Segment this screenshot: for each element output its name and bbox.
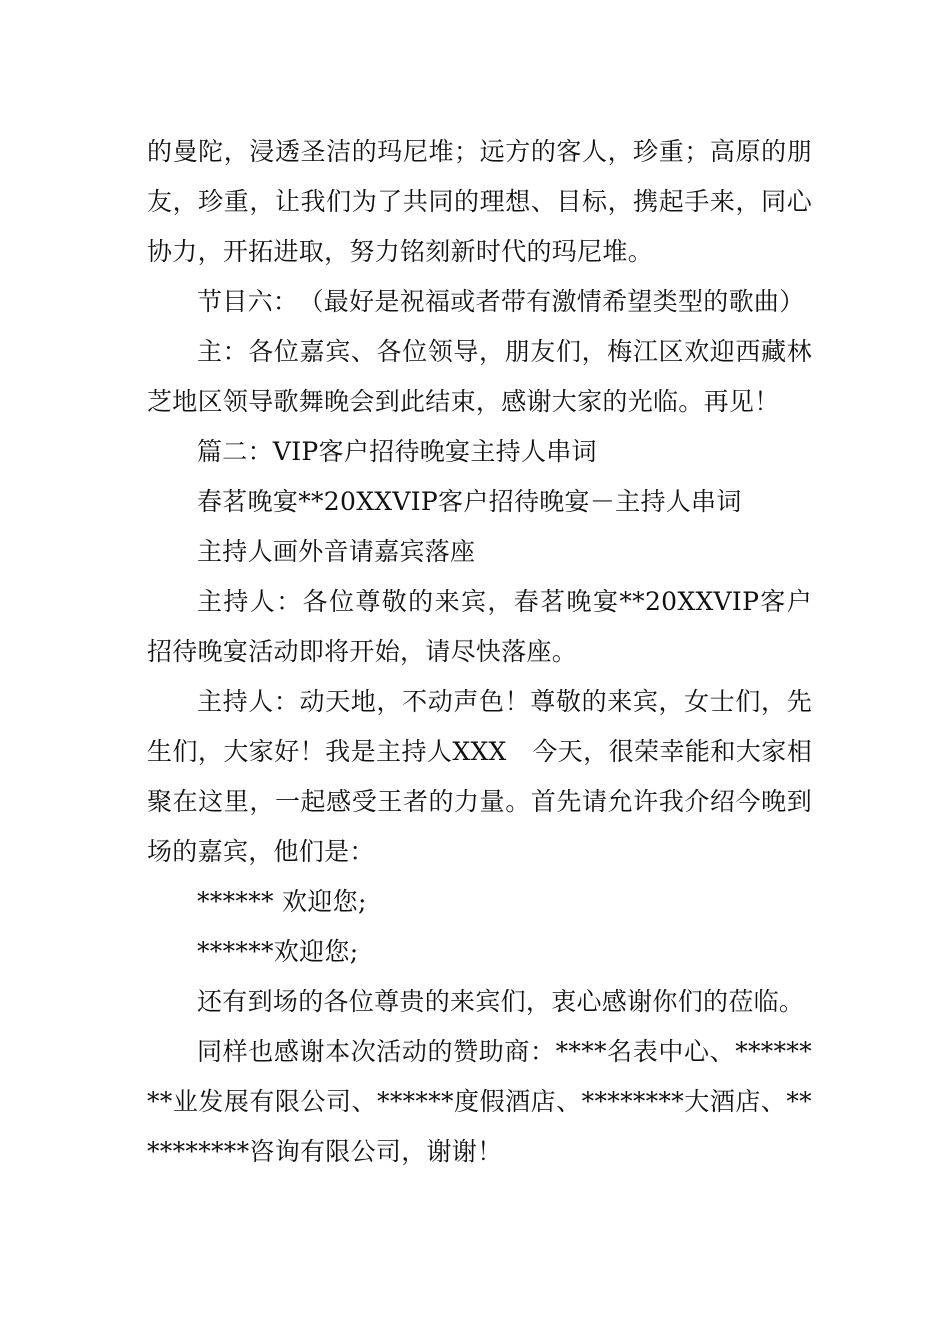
section-heading: 篇二：VIP客户招待晚宴主持人串词 (197, 437, 597, 466)
paragraph: 主：各位嘉宾、各位领导，朋友们，梅江区欢迎西藏林芝地区领导歌舞晚会到此结束，感谢大家的光临。再见！ (147, 337, 812, 416)
paragraph: ******欢迎您; (197, 937, 359, 966)
paragraph: 春茗晚宴**20XXVIP客户招待晚宴－主持人串词 (197, 487, 742, 516)
paragraph: 主持人：动天地，不动声色！尊敬的来宾，女士们，先生们，大家好！我是主持人XXX 今天，很荣幸能和大家相聚在这里，一起感受王者的力量。首先请允许我介绍今晚到场的嘉宾，他们是： (147, 687, 812, 866)
paragraph: ****** 欢迎您; (197, 887, 367, 916)
paragraph: 的曼陀，浸透圣洁的玛尼堆；远方的客人，珍重；高原的朋友，珍重，让我们为了共同的理想、目标，携起手来，同心协力，开拓进取，努力铭刻新时代的玛尼堆。 (147, 137, 812, 266)
document-body (147, 127, 812, 1177)
paragraph: 节目六： （最好是祝福或者带有激情希望类型的歌曲） (197, 287, 805, 316)
paragraph: 主持人：各位尊敬的来宾，春茗晚宴**20XXVIP客户招待晚宴活动即将开始，请尽快落座。 (147, 587, 812, 666)
paragraph: 主持人画外音请嘉宾落座 (197, 537, 476, 566)
paragraph: 还有到场的各位尊贵的来宾们，衷心感谢你们的莅临。 (197, 987, 805, 1016)
paragraph: 同样也感谢本次活动的赞助商：****名表中心、********业发展有限公司、******度假酒店、********大酒店、**********咨询有限公司，谢谢！ (147, 1037, 812, 1166)
